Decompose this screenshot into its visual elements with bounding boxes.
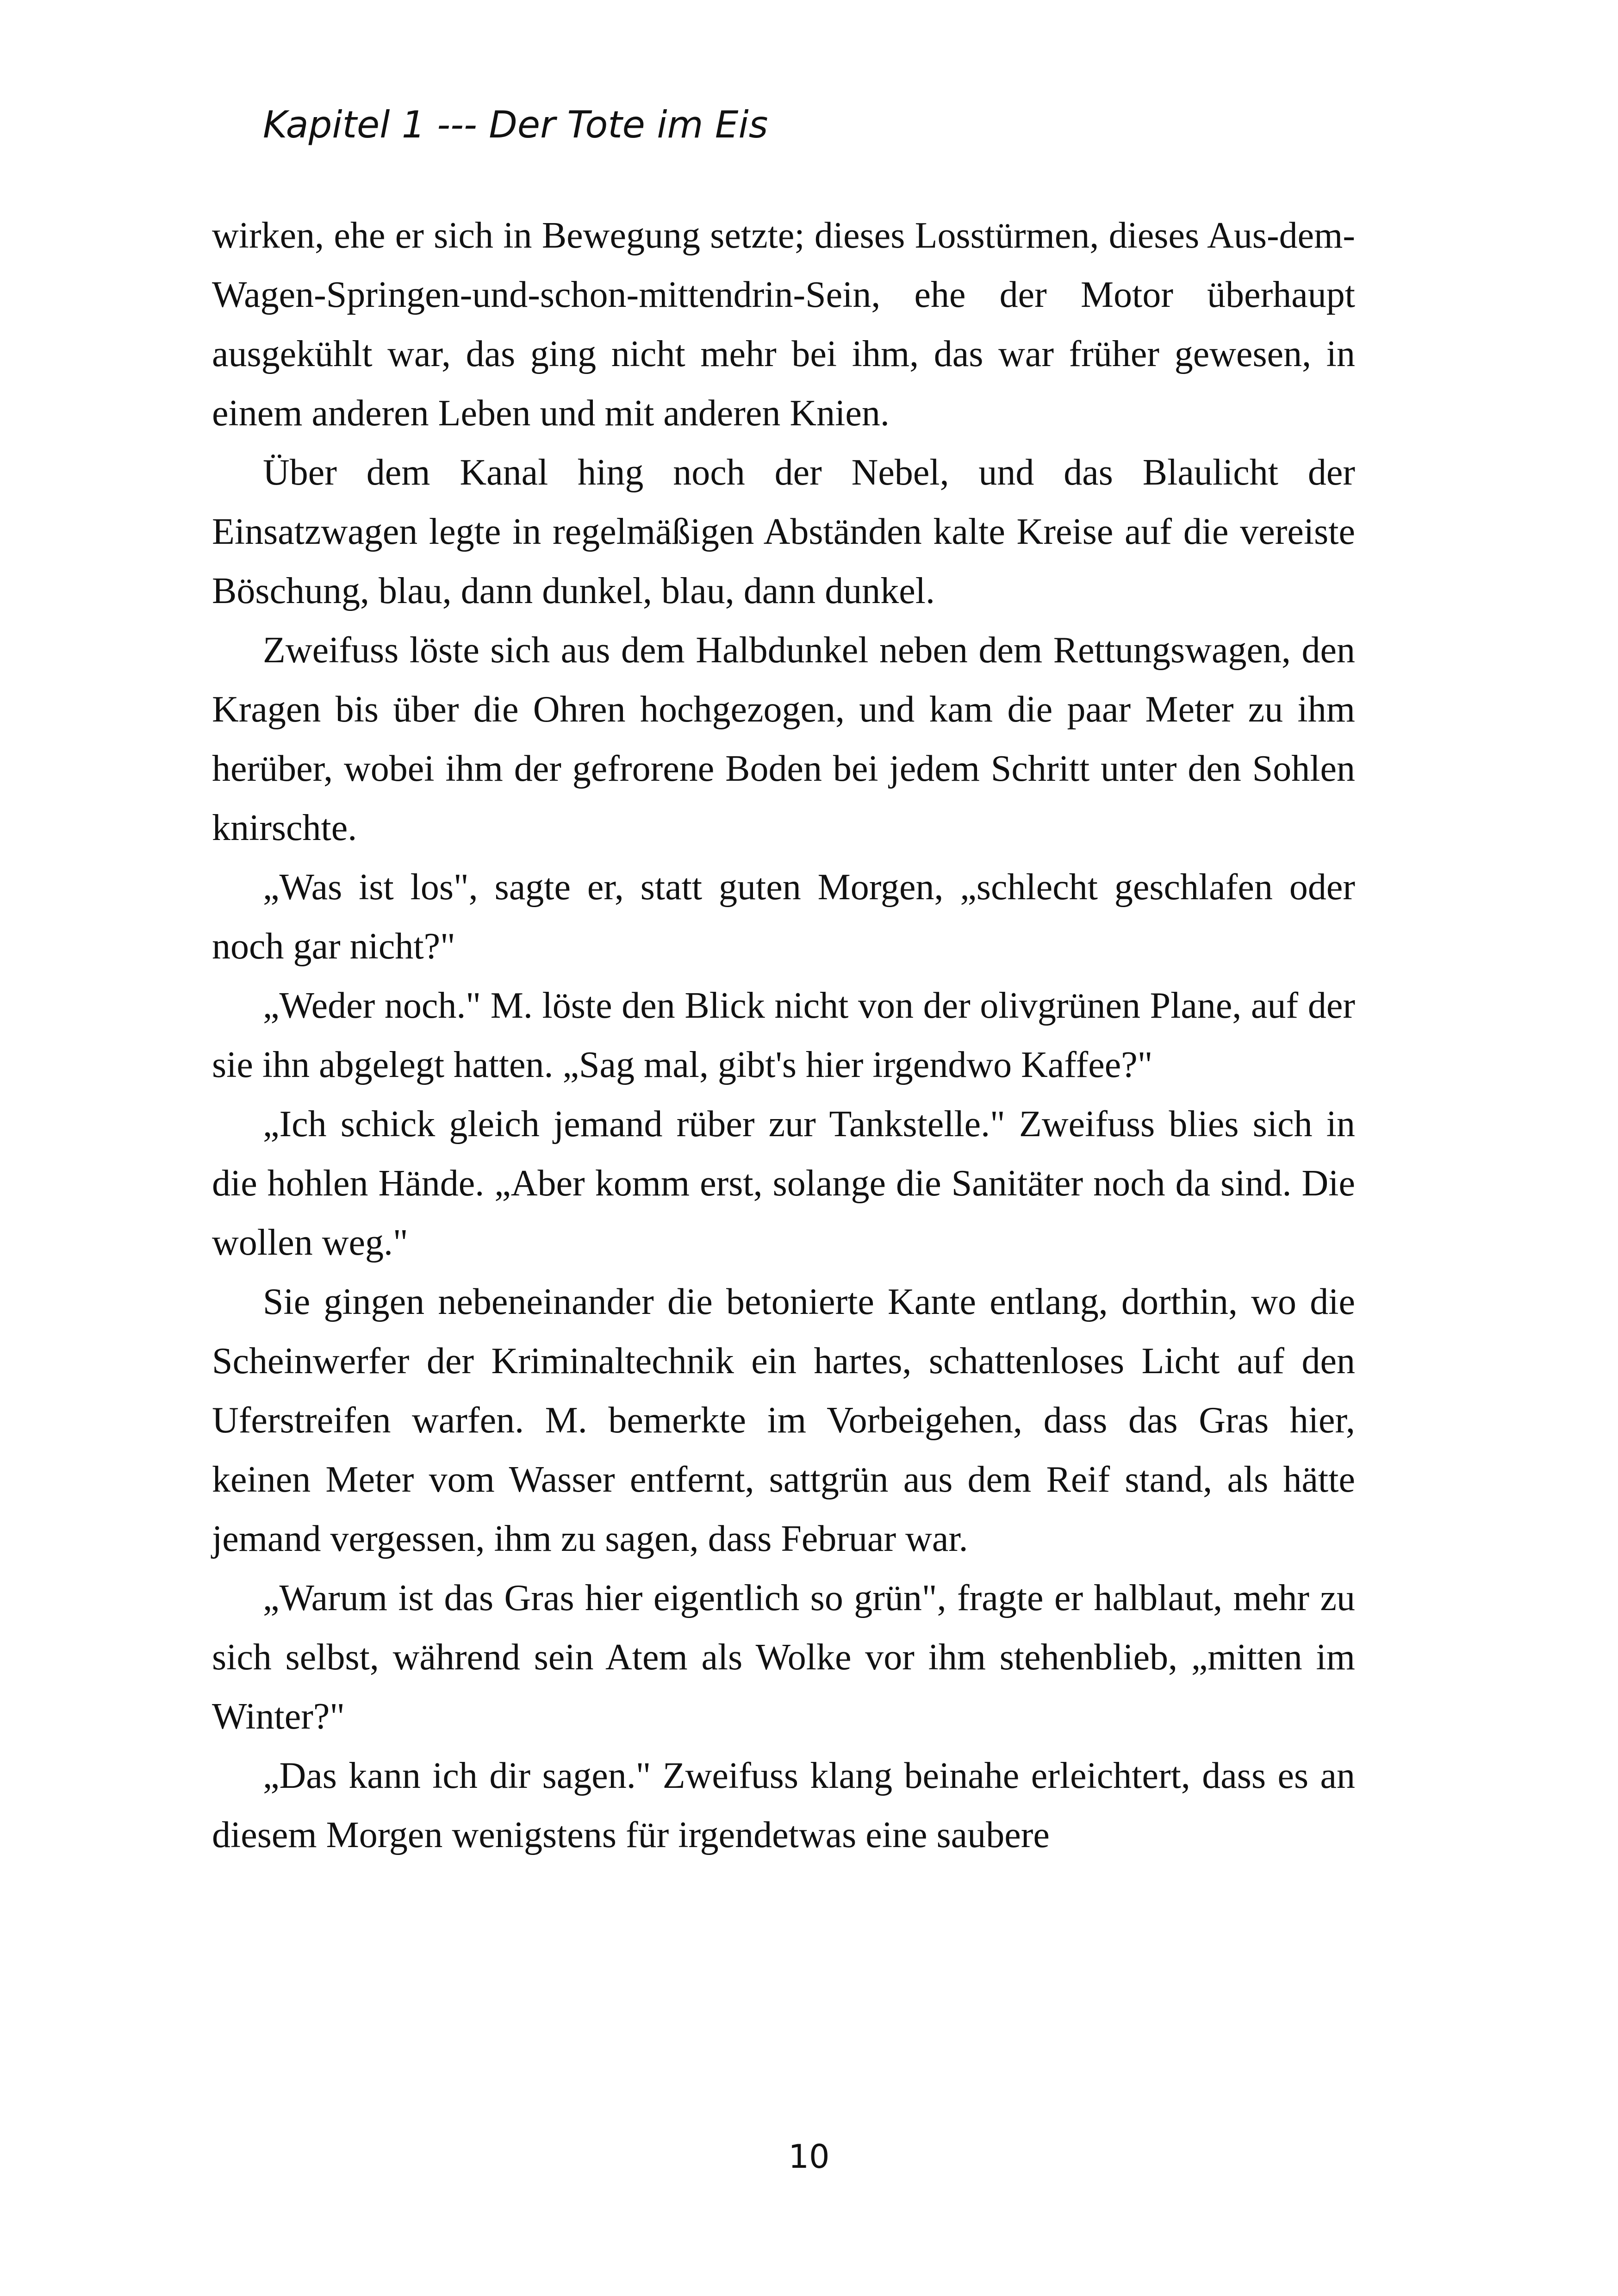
paragraph-continued: wirken, ehe er sich in Bewegung setzte; dieses Losstürmen, dieses Aus-dem-Wagen-Springen-und-schon-mittendrin-Sein, ehe der Motor überhaupt ausgekühlt war, das ging nicht mehr bei ihm, das war früher gewesen, in einem anderen Leben und mit anderen Knien. <box>212 215 1355 434</box>
paragraph: „Warum ist das Gras hier eigentlich so grün", fragte er halblaut, mehr zu sich selbst, während sein Atem als Wolke vor ihm stehenblieb, „mitten im Winter?" <box>212 1578 1355 1737</box>
paragraph: „Das kann ich dir sagen." Zweifuss klang beinahe erleichtert, dass es an diesem Morgen wenigstens für irgendetwas eine saubere <box>212 1755 1355 1855</box>
paragraph: „Was ist los", sagte er, statt guten Morgen, „schlecht geschlafen oder noch gar nicht?" <box>212 867 1355 967</box>
paragraph: Sie gingen nebeneinander die betonierte Kante entlang, dorthin, wo die Scheinwerfer der Kriminaltechnik ein hartes, schattenloses Licht auf den Uferstreifen warfen. M. bemerkte im Vorbeigehen, dass das Gras hier, keinen Meter vom Wasser entfernt, sattgrün aus dem Reif stand, als hätte jemand vergessen, ihm zu sagen, dass Februar war. <box>212 1282 1355 1559</box>
body-text <box>212 206 1355 1865</box>
paragraph: „Weder noch." M. löste den Blick nicht von der olivgrünen Plane, auf der sie ihn abgelegt hatten. „Sag mal, gibt's hier irgendwo Kaffee?" <box>212 985 1355 1085</box>
paragraph: „Ich schick gleich jemand rüber zur Tankstelle." Zweifuss blies sich in die hohlen Hände. „Aber komm erst, solange die Sanitäter noch da sind. Die wollen weg." <box>212 1104 1355 1263</box>
paragraph: Über dem Kanal hing noch der Nebel, und das Blaulicht der Einsatzwagen legte in regelmäßigen Abständen kalte Kreise auf die vereiste Böschung, blau, dann dunkel, blau, dann dunkel. <box>212 452 1355 611</box>
running-header: Kapitel 1 --- Der Tote im Eis <box>263 103 768 146</box>
page-number: 10 <box>788 2138 830 2176</box>
paragraph: Zweifuss löste sich aus dem Halbdunkel neben dem Rettungswagen, den Kragen bis über die Ohren hochgezogen, und kam die paar Meter zu ihm herüber, wobei ihm der gefrorene Boden bei jedem Schritt unter den Sohlen knirschte. <box>212 630 1355 848</box>
